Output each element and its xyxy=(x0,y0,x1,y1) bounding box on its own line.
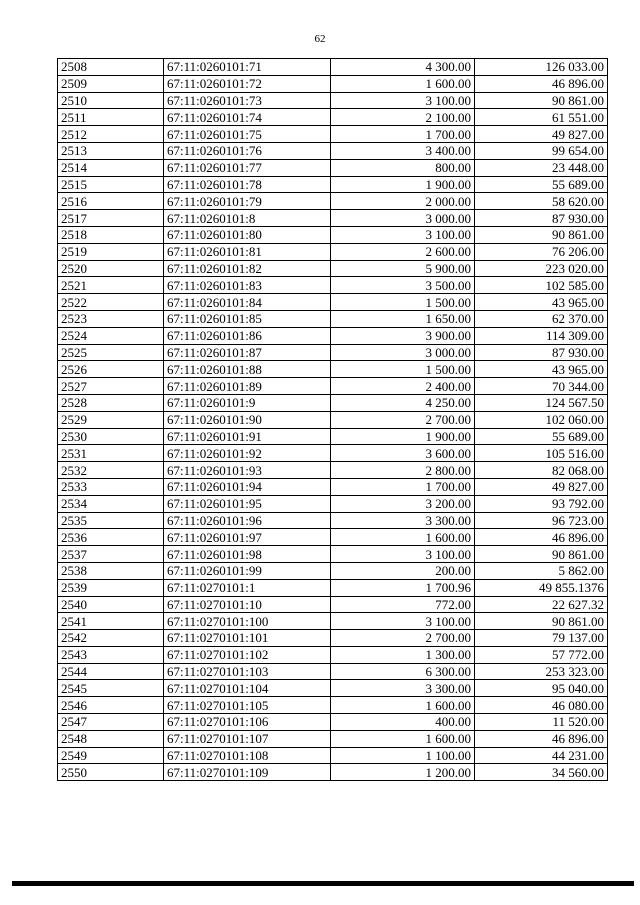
area-cell: 2 400.00 xyxy=(331,378,475,395)
cadastral-number-cell: 67:11:0260101:83 xyxy=(164,277,331,294)
cadastral-number-cell: 67:11:0260101:78 xyxy=(164,176,331,193)
table-row xyxy=(58,75,608,92)
row-number-cell: 2515 xyxy=(58,176,164,193)
cadastral-number-cell: 67:11:0260101:75 xyxy=(164,126,331,143)
cadastral-value-cell: 253 323.00 xyxy=(475,663,608,680)
table-row xyxy=(58,546,608,563)
cadastral-value-cell: 5 862.00 xyxy=(475,562,608,579)
row-number-cell: 2518 xyxy=(58,226,164,243)
row-number-cell: 2511 xyxy=(58,109,164,126)
cadastral-value-cell: 99 654.00 xyxy=(475,142,608,159)
table-row xyxy=(58,646,608,663)
cadastral-value-cell: 70 344.00 xyxy=(475,378,608,395)
table-row xyxy=(58,59,608,76)
area-cell: 4 250.00 xyxy=(331,394,475,411)
table-row xyxy=(58,764,608,781)
cadastral-number-cell: 67:11:0260101:76 xyxy=(164,142,331,159)
cadastral-number-cell: 67:11:0260101:96 xyxy=(164,512,331,529)
cadastral-value-cell: 61 551.00 xyxy=(475,109,608,126)
cadastral-value-cell: 105 516.00 xyxy=(475,445,608,462)
row-number-cell: 2549 xyxy=(58,747,164,764)
cadastral-number-cell: 67:11:0270101:106 xyxy=(164,714,331,731)
cadastral-number-cell: 67:11:0270101:105 xyxy=(164,697,331,714)
area-cell: 3 300.00 xyxy=(331,680,475,697)
table-row xyxy=(58,680,608,697)
cadastral-value-cell: 62 370.00 xyxy=(475,310,608,327)
cadastral-value-cell: 87 930.00 xyxy=(475,210,608,227)
cadastral-value-cell: 126 033.00 xyxy=(475,59,608,76)
table-row xyxy=(58,310,608,327)
cadastral-value-cell: 46 896.00 xyxy=(475,529,608,546)
area-cell: 1 100.00 xyxy=(331,747,475,764)
row-number-cell: 2533 xyxy=(58,478,164,495)
cadastral-number-cell: 67:11:0260101:80 xyxy=(164,226,331,243)
area-cell: 1 600.00 xyxy=(331,75,475,92)
row-number-cell: 2546 xyxy=(58,697,164,714)
area-cell: 1 650.00 xyxy=(331,310,475,327)
cadastral-number-cell: 67:11:0260101:98 xyxy=(164,546,331,563)
cadastral-value-cell: 49 855.1376 xyxy=(475,579,608,596)
area-cell: 1 700.00 xyxy=(331,126,475,143)
cadastral-number-cell: 67:11:0260101:77 xyxy=(164,159,331,176)
cadastral-value-cell: 55 689.00 xyxy=(475,176,608,193)
area-cell: 3 100.00 xyxy=(331,92,475,109)
cadastral-value-cell: 114 309.00 xyxy=(475,327,608,344)
row-number-cell: 2534 xyxy=(58,495,164,512)
table-row xyxy=(58,344,608,361)
cadastral-number-cell: 67:11:0260101:91 xyxy=(164,428,331,445)
table-row xyxy=(58,361,608,378)
cadastral-number-cell: 67:11:0260101:87 xyxy=(164,344,331,361)
row-number-cell: 2528 xyxy=(58,394,164,411)
cadastral-number-cell: 67:11:0270101:101 xyxy=(164,630,331,647)
area-cell: 3 000.00 xyxy=(331,344,475,361)
cadastral-number-cell: 67:11:0260101:84 xyxy=(164,294,331,311)
table-row xyxy=(58,260,608,277)
cadastral-value-cell: 124 567.50 xyxy=(475,394,608,411)
area-cell: 1 600.00 xyxy=(331,697,475,714)
row-number-cell: 2547 xyxy=(58,714,164,731)
area-cell: 1 600.00 xyxy=(331,730,475,747)
table-row xyxy=(58,630,608,647)
area-cell: 3 900.00 xyxy=(331,327,475,344)
cadastral-number-cell: 67:11:0260101:9 xyxy=(164,394,331,411)
area-cell: 3 600.00 xyxy=(331,445,475,462)
cadastral-number-cell: 67:11:0270101:1 xyxy=(164,579,331,596)
area-cell: 1 200.00 xyxy=(331,764,475,781)
area-cell: 1 600.00 xyxy=(331,529,475,546)
cadastral-number-cell: 67:11:0260101:92 xyxy=(164,445,331,462)
cadastral-value-cell: 93 792.00 xyxy=(475,495,608,512)
table-row xyxy=(58,243,608,260)
cadastral-value-cell: 76 206.00 xyxy=(475,243,608,260)
cadastral-value-cell: 34 560.00 xyxy=(475,764,608,781)
area-cell: 2 800.00 xyxy=(331,462,475,479)
area-cell: 3 200.00 xyxy=(331,495,475,512)
row-number-cell: 2532 xyxy=(58,462,164,479)
cadastral-value-cell: 46 896.00 xyxy=(475,730,608,747)
cadastral-number-cell: 67:11:0260101:73 xyxy=(164,92,331,109)
row-number-cell: 2535 xyxy=(58,512,164,529)
table-row xyxy=(58,277,608,294)
cadastral-value-cell: 43 965.00 xyxy=(475,294,608,311)
cadastral-number-cell: 67:11:0270101:109 xyxy=(164,764,331,781)
row-number-cell: 2539 xyxy=(58,579,164,596)
cadastral-number-cell: 67:11:0270101:100 xyxy=(164,613,331,630)
area-cell: 6 300.00 xyxy=(331,663,475,680)
row-number-cell: 2508 xyxy=(58,59,164,76)
table-row xyxy=(58,562,608,579)
cadastral-number-cell: 67:11:0270101:103 xyxy=(164,663,331,680)
table-row xyxy=(58,529,608,546)
area-cell: 3 400.00 xyxy=(331,142,475,159)
table-row xyxy=(58,193,608,210)
table-row xyxy=(58,714,608,731)
row-number-cell: 2525 xyxy=(58,344,164,361)
table-row xyxy=(58,126,608,143)
area-cell: 1 700.00 xyxy=(331,478,475,495)
row-number-cell: 2523 xyxy=(58,310,164,327)
cadastral-value-cell: 49 827.00 xyxy=(475,478,608,495)
area-cell: 1 900.00 xyxy=(331,176,475,193)
cadastral-value-cell: 102 060.00 xyxy=(475,411,608,428)
area-cell: 2 600.00 xyxy=(331,243,475,260)
cadastral-number-cell: 67:11:0260101:99 xyxy=(164,562,331,579)
cadastral-value-cell: 46 896.00 xyxy=(475,75,608,92)
cadastral-value-cell: 57 772.00 xyxy=(475,646,608,663)
table-row xyxy=(58,142,608,159)
area-cell: 1 300.00 xyxy=(331,646,475,663)
cadastral-number-cell: 67:11:0260101:86 xyxy=(164,327,331,344)
area-cell: 3 300.00 xyxy=(331,512,475,529)
row-number-cell: 2517 xyxy=(58,210,164,227)
table-row xyxy=(58,327,608,344)
area-cell: 3 100.00 xyxy=(331,613,475,630)
cadastral-number-cell: 67:11:0260101:71 xyxy=(164,59,331,76)
table-row xyxy=(58,462,608,479)
row-number-cell: 2522 xyxy=(58,294,164,311)
row-number-cell: 2527 xyxy=(58,378,164,395)
table-row xyxy=(58,428,608,445)
row-number-cell: 2537 xyxy=(58,546,164,563)
cadastral-value-cell: 95 040.00 xyxy=(475,680,608,697)
row-number-cell: 2509 xyxy=(58,75,164,92)
cadastral-number-cell: 67:11:0270101:10 xyxy=(164,596,331,613)
cadastral-number-cell: 67:11:0270101:107 xyxy=(164,730,331,747)
cadastral-value-cell: 90 861.00 xyxy=(475,546,608,563)
table-row xyxy=(58,92,608,109)
cadastral-value-cell: 87 930.00 xyxy=(475,344,608,361)
table-row xyxy=(58,747,608,764)
cadastral-value-cell: 22 627.32 xyxy=(475,596,608,613)
row-number-cell: 2521 xyxy=(58,277,164,294)
page-number: 62 xyxy=(314,33,326,45)
table-row xyxy=(58,579,608,596)
row-number-cell: 2510 xyxy=(58,92,164,109)
cadastral-number-cell: 67:11:0260101:81 xyxy=(164,243,331,260)
row-number-cell: 2548 xyxy=(58,730,164,747)
table-row xyxy=(58,394,608,411)
table-row xyxy=(58,176,608,193)
row-number-cell: 2542 xyxy=(58,630,164,647)
table-row xyxy=(58,226,608,243)
area-cell: 2 100.00 xyxy=(331,109,475,126)
area-cell: 200.00 xyxy=(331,562,475,579)
row-number-cell: 2516 xyxy=(58,193,164,210)
cadastral-value-cell: 102 585.00 xyxy=(475,277,608,294)
cadastral-number-cell: 67:11:0260101:93 xyxy=(164,462,331,479)
table-row xyxy=(58,697,608,714)
table-row xyxy=(58,159,608,176)
table-row xyxy=(58,512,608,529)
cadastral-number-cell: 67:11:0270101:104 xyxy=(164,680,331,697)
cadastral-value-cell: 90 861.00 xyxy=(475,92,608,109)
area-cell: 3 100.00 xyxy=(331,226,475,243)
area-cell: 5 900.00 xyxy=(331,260,475,277)
row-number-cell: 2519 xyxy=(58,243,164,260)
area-cell: 3 100.00 xyxy=(331,546,475,563)
cadastral-value-cell: 58 620.00 xyxy=(475,193,608,210)
table-row xyxy=(58,210,608,227)
area-cell: 1 900.00 xyxy=(331,428,475,445)
area-cell: 1 700.96 xyxy=(331,579,475,596)
area-cell: 3 500.00 xyxy=(331,277,475,294)
cadastral-value-cell: 23 448.00 xyxy=(475,159,608,176)
table-row xyxy=(58,495,608,512)
row-number-cell: 2541 xyxy=(58,613,164,630)
cadastral-value-cell: 49 827.00 xyxy=(475,126,608,143)
cadastral-value-cell: 96 723.00 xyxy=(475,512,608,529)
parcel-table-body xyxy=(58,59,608,781)
cadastral-value-cell: 11 520.00 xyxy=(475,714,608,731)
row-number-cell: 2526 xyxy=(58,361,164,378)
row-number-cell: 2520 xyxy=(58,260,164,277)
table-row xyxy=(58,445,608,462)
cadastral-number-cell: 67:11:0260101:8 xyxy=(164,210,331,227)
table-row xyxy=(58,109,608,126)
row-number-cell: 2514 xyxy=(58,159,164,176)
table-row xyxy=(58,294,608,311)
row-number-cell: 2512 xyxy=(58,126,164,143)
row-number-cell: 2529 xyxy=(58,411,164,428)
row-number-cell: 2513 xyxy=(58,142,164,159)
cadastral-value-cell: 44 231.00 xyxy=(475,747,608,764)
cadastral-number-cell: 67:11:0260101:88 xyxy=(164,361,331,378)
area-cell: 3 000.00 xyxy=(331,210,475,227)
row-number-cell: 2545 xyxy=(58,680,164,697)
area-cell: 4 300.00 xyxy=(331,59,475,76)
cadastral-number-cell: 67:11:0260101:85 xyxy=(164,310,331,327)
row-number-cell: 2530 xyxy=(58,428,164,445)
area-cell: 400.00 xyxy=(331,714,475,731)
table-row xyxy=(58,478,608,495)
cadastral-number-cell: 67:11:0260101:90 xyxy=(164,411,331,428)
cadastral-value-cell: 223 020.00 xyxy=(475,260,608,277)
cadastral-number-cell: 67:11:0260101:95 xyxy=(164,495,331,512)
area-cell: 2 700.00 xyxy=(331,630,475,647)
row-number-cell: 2538 xyxy=(58,562,164,579)
cadastral-number-cell: 67:11:0260101:72 xyxy=(164,75,331,92)
footer-rule xyxy=(12,881,634,886)
row-number-cell: 2524 xyxy=(58,327,164,344)
cadastral-value-cell: 43 965.00 xyxy=(475,361,608,378)
cadastral-number-cell: 67:11:0260101:97 xyxy=(164,529,331,546)
row-number-cell: 2543 xyxy=(58,646,164,663)
row-number-cell: 2550 xyxy=(58,764,164,781)
table-row xyxy=(58,411,608,428)
area-cell: 2 000.00 xyxy=(331,193,475,210)
cadastral-value-cell: 90 861.00 xyxy=(475,226,608,243)
cadastral-number-cell: 67:11:0260101:94 xyxy=(164,478,331,495)
cadastral-value-cell: 79 137.00 xyxy=(475,630,608,647)
cadastral-number-cell: 67:11:0260101:82 xyxy=(164,260,331,277)
table-row xyxy=(58,596,608,613)
table-row xyxy=(58,378,608,395)
area-cell: 1 500.00 xyxy=(331,361,475,378)
parcel-table xyxy=(57,58,608,781)
cadastral-number-cell: 67:11:0260101:89 xyxy=(164,378,331,395)
area-cell: 800.00 xyxy=(331,159,475,176)
table-row xyxy=(58,730,608,747)
area-cell: 772.00 xyxy=(331,596,475,613)
area-cell: 1 500.00 xyxy=(331,294,475,311)
cadastral-number-cell: 67:11:0260101:74 xyxy=(164,109,331,126)
cadastral-number-cell: 67:11:0270101:102 xyxy=(164,646,331,663)
row-number-cell: 2531 xyxy=(58,445,164,462)
cadastral-value-cell: 55 689.00 xyxy=(475,428,608,445)
cadastral-value-cell: 46 080.00 xyxy=(475,697,608,714)
row-number-cell: 2536 xyxy=(58,529,164,546)
area-cell: 2 700.00 xyxy=(331,411,475,428)
row-number-cell: 2544 xyxy=(58,663,164,680)
cadastral-value-cell: 90 861.00 xyxy=(475,613,608,630)
table-row xyxy=(58,613,608,630)
row-number-cell: 2540 xyxy=(58,596,164,613)
cadastral-number-cell: 67:11:0260101:79 xyxy=(164,193,331,210)
table-row xyxy=(58,663,608,680)
cadastral-value-cell: 82 068.00 xyxy=(475,462,608,479)
cadastral-number-cell: 67:11:0270101:108 xyxy=(164,747,331,764)
